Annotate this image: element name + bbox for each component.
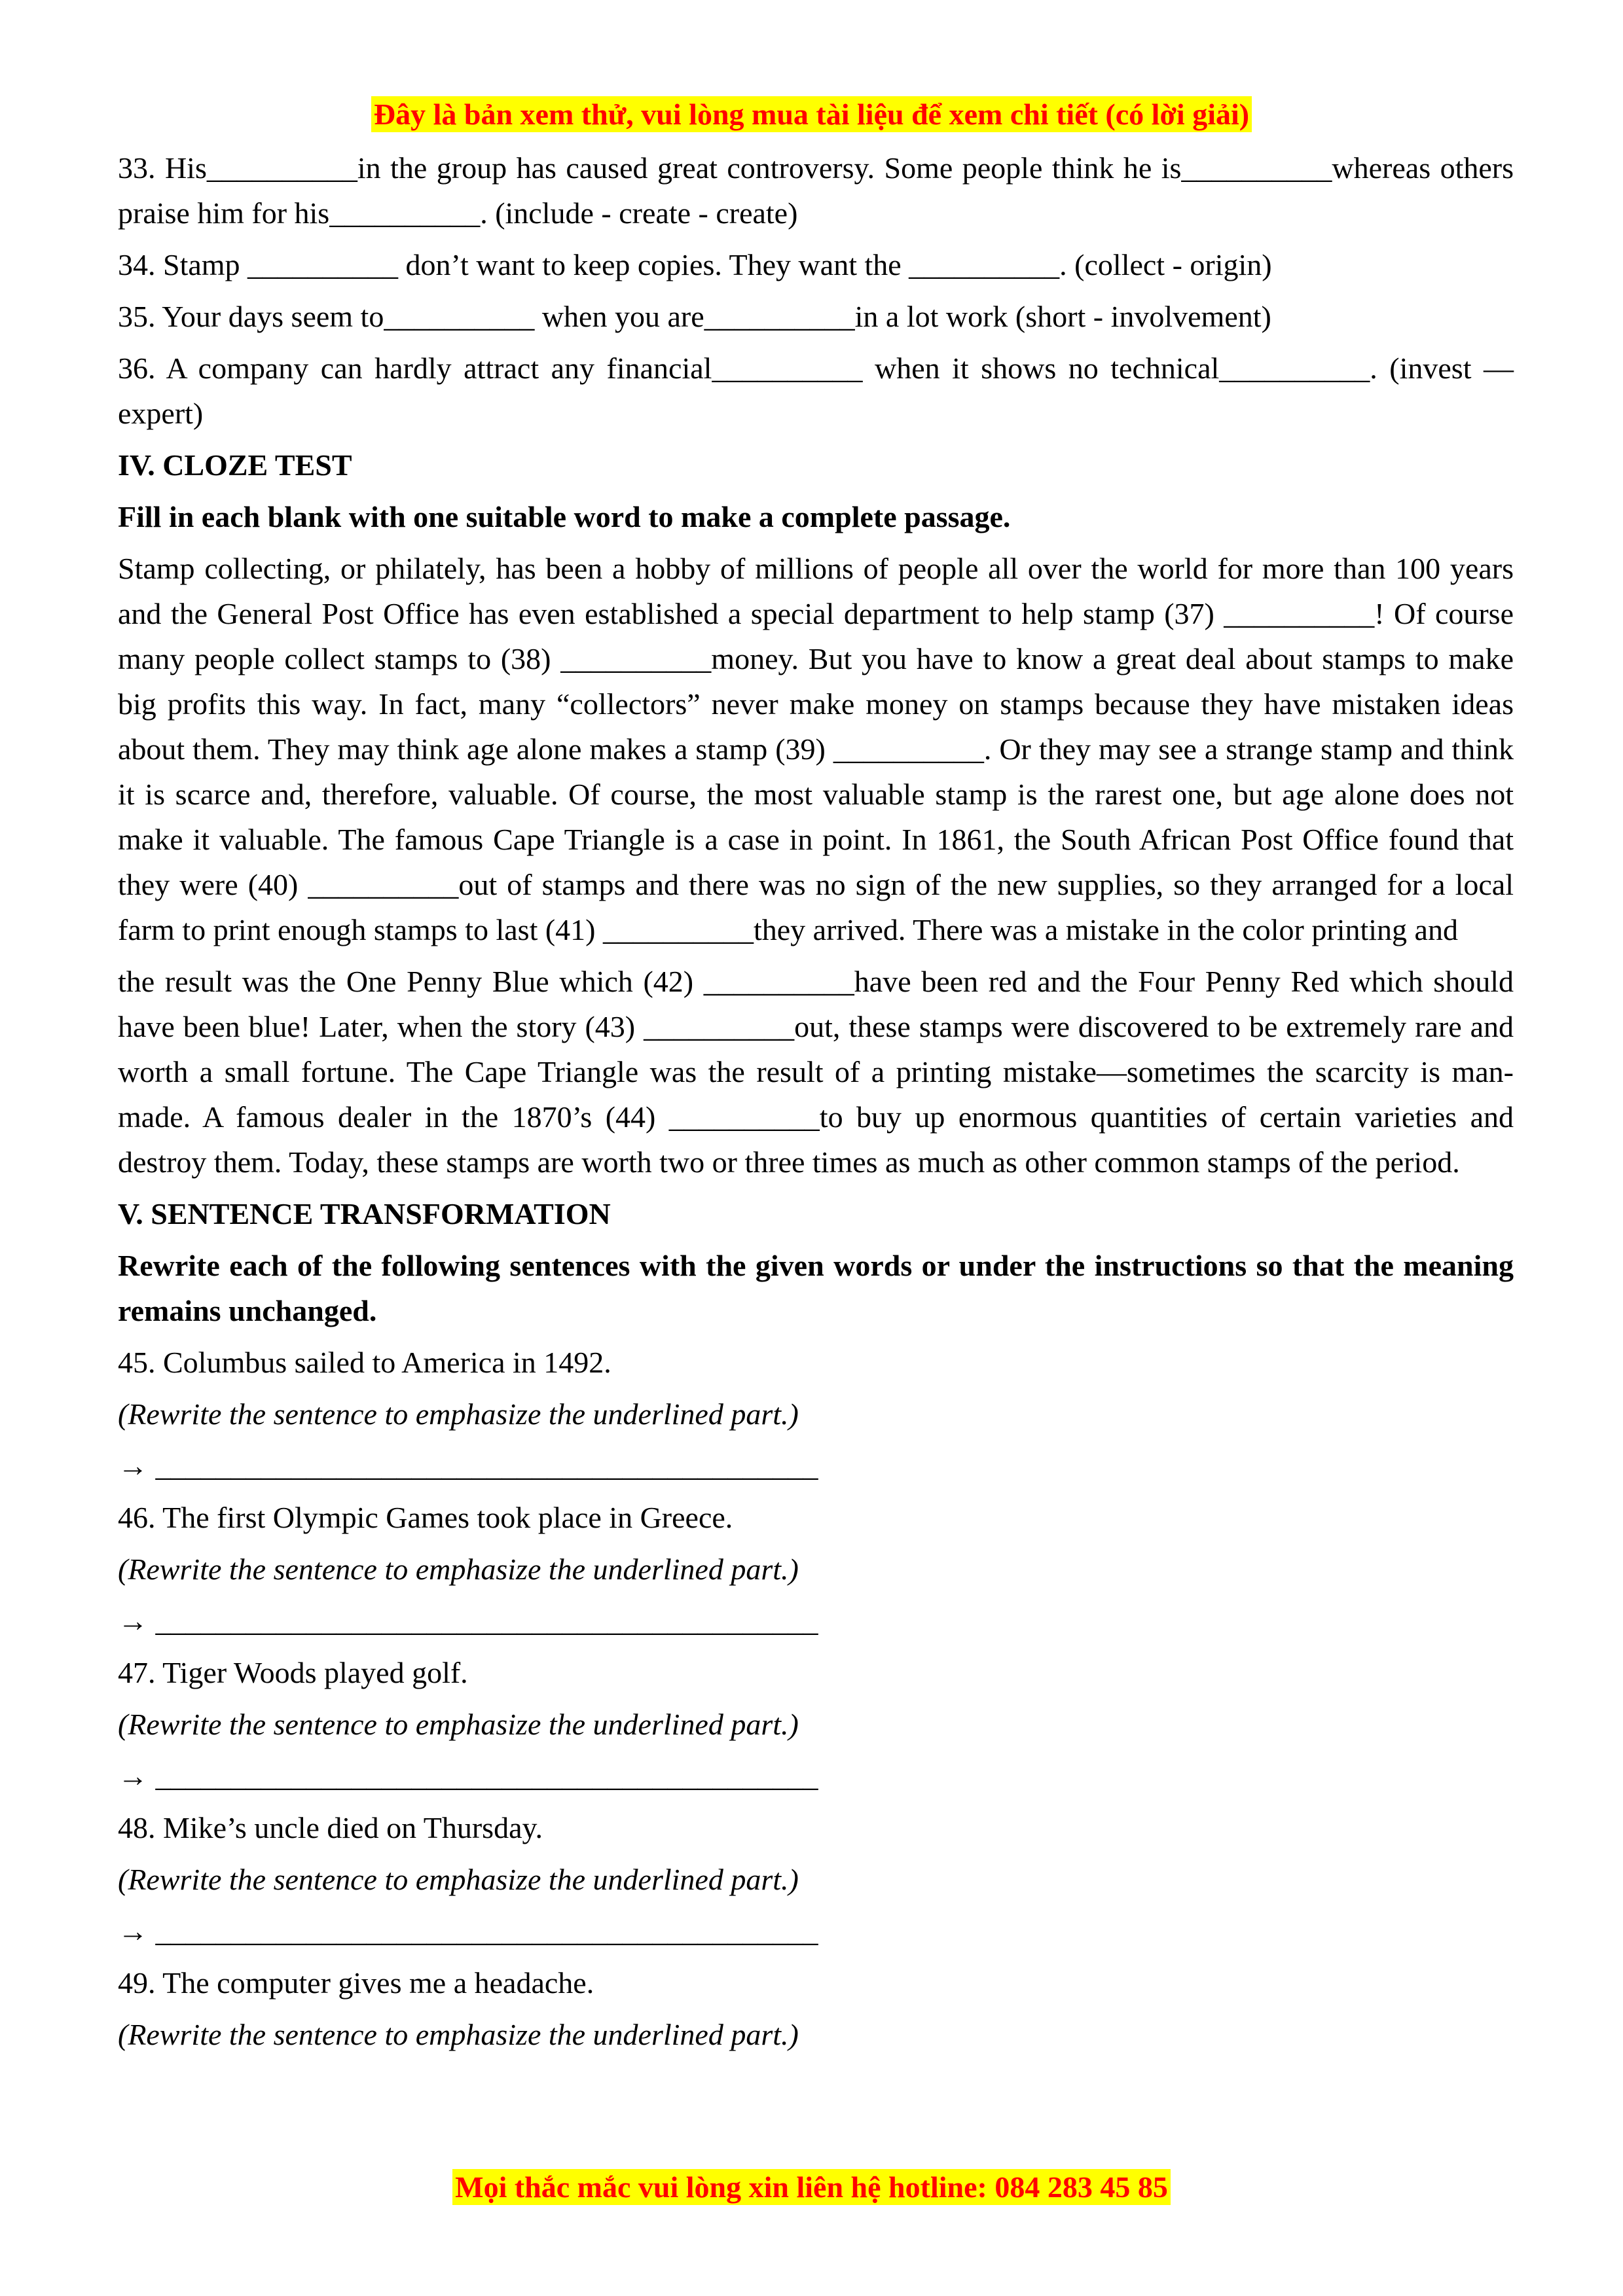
cloze-passage-part-1: Stamp collecting, or philately, has been a hobby of millions of people all over the world for more than 100 years and the General Post Office has even established a special department to help stamp (37) __________! Of course many people collect stamps to (38) __________money. But you have to know a great deal about stamps to make big profits this way. In fact, many “collectors” never make money on stamps because they have mistaken ideas about them. They may think age alone makes a stamp (39) __________. Or they may see a strange stamp and think it is scarce and, therefore, valuable. Of course, the most valuable stamp is the rarest one, but age alone does not make it valuable. The famous Cape Triangle is a case in point. In 1861, the South African Post Office found that they were (40) __________out of stamps and there was no sign of the new supplies, so they arranged for a local farm to print enough stamps to last (41) __________they arrived. There was a mistake in the color printing and (118, 552, 1514, 946)
transformation-item (118, 1340, 1514, 1488)
item-sentence: 49. The computer gives me a headache. (118, 1966, 594, 2000)
preview-banner-text: Đây là bản xem thử, vui lòng mua tài liệu để xem chi tiết (có lời giải) (371, 96, 1252, 132)
item-hint: (Rewrite the sentence to emphasize the underlined part.) (118, 2018, 799, 2051)
question-33: 33. His__________in the group has caused great controversy. Some people think he is__________whereas others praise him for his__________. (include - create - create) (118, 151, 1514, 230)
answer-line[interactable]: → ____________________________________________ (118, 1759, 818, 1793)
cloze-passage-part-2: the result was the One Penny Blue which (42) __________have been red and the Four Penny Red which should have been blue! Later, when the story (43) __________out, these stamps were discovered to be extremely rare and worth a small fortune. The Cape Triangle was the result of a printing mistake—sometimes the scarcity is man-made. A famous dealer in the 1870’s (44) __________to buy up enormous quantities of certain varieties and destroy them. Today, these stamps are worth two or three times as much as other common stamps of the period. (118, 965, 1514, 1179)
question-36: 36. A company can hardly attract any financial__________ when it shows no technical__________. (invest — expert) (118, 351, 1514, 430)
item-sentence: 45. Columbus sailed to America in 1492. (118, 1346, 611, 1379)
question-34: 34. Stamp __________ don’t want to keep copies. They want the __________. (collect - origin) (118, 248, 1272, 281)
item-hint: (Rewrite the sentence to emphasize the underlined part.) (118, 1397, 799, 1431)
document-page (118, 145, 1514, 2057)
section-4-instruction: Fill in each blank with one suitable word to make a complete passage. (118, 500, 1011, 533)
item-hint: (Rewrite the sentence to emphasize the underlined part.) (118, 1863, 799, 1896)
question-35: 35. Your days seem to__________ when you are__________in a lot work (short - involvement) (118, 300, 1271, 333)
transformation-item (118, 1805, 1514, 1954)
section-5-title: V. SENTENCE TRANSFORMATION (118, 1197, 611, 1230)
item-sentence: 46. The first Olympic Games took place in Greece. (118, 1501, 733, 1534)
item-hint: (Rewrite the sentence to emphasize the underlined part.) (118, 1708, 799, 1741)
answer-line[interactable]: → ____________________________________________ (118, 1449, 818, 1482)
hotline-banner-text: Mọi thắc mắc vui lòng xin liên hệ hotline: 084 283 45 85 (452, 2169, 1171, 2205)
answer-line[interactable]: → ____________________________________________ (118, 1914, 818, 1948)
transformation-item (118, 1960, 1514, 2057)
item-hint: (Rewrite the sentence to emphasize the underlined part.) (118, 1552, 799, 1586)
transformation-item (118, 1495, 1514, 1643)
section-4-title: IV. CLOZE TEST (118, 448, 352, 482)
transformation-item (118, 1650, 1514, 1799)
item-sentence: 47. Tiger Woods played golf. (118, 1656, 468, 1689)
preview-banner (0, 97, 1623, 132)
section-5-instruction: Rewrite each of the following sentences with the given words or under the instructions so that the meaning remains unchanged. (118, 1249, 1514, 1327)
item-sentence: 48. Mike’s uncle died on Thursday. (118, 1811, 543, 1844)
answer-line[interactable]: → ____________________________________________ (118, 1604, 818, 1638)
hotline-banner (0, 2170, 1623, 2204)
